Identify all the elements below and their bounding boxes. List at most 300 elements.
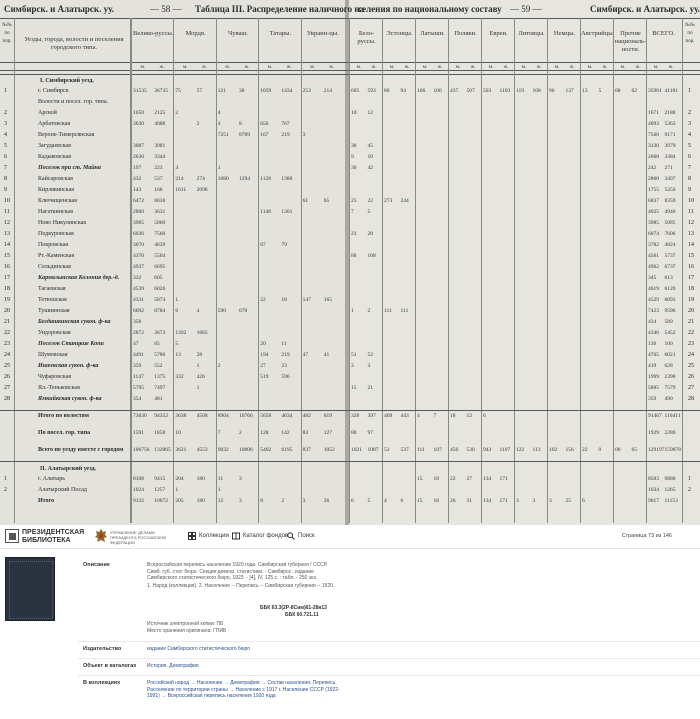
cell-value: 5 bbox=[367, 209, 371, 215]
cell-value: 22 bbox=[260, 297, 266, 303]
cell-value: 100 bbox=[664, 341, 673, 347]
cell-value: 3670 bbox=[133, 242, 144, 248]
column-sex-male: м. bbox=[521, 64, 527, 70]
row-name: Ново Никулинская bbox=[38, 220, 87, 226]
cell-value: 13 bbox=[175, 352, 181, 358]
cell-value: 2098 bbox=[196, 187, 208, 193]
cell-value: 11153 bbox=[664, 498, 678, 504]
cell-value: 61 bbox=[302, 198, 309, 204]
cell-value: 28 bbox=[196, 352, 203, 358]
catalogs-label: Объект в каталогах bbox=[83, 663, 137, 669]
row-number: 4 bbox=[4, 132, 7, 138]
cell-value: 1755 bbox=[648, 187, 659, 193]
cell-value: 2398 bbox=[664, 374, 676, 380]
cell-value: 3981 bbox=[154, 143, 166, 149]
description-subjects: 1. Народ (коллекция). 2. Население -- Перепись -- Симбирская губерния -- 1920. bbox=[147, 582, 335, 589]
cell-value: 214 bbox=[323, 88, 333, 94]
cell-value: 1 bbox=[196, 385, 200, 391]
table-rule bbox=[0, 18, 700, 19]
column-header-group: Татары. bbox=[269, 30, 292, 37]
book-cover-thumbnail[interactable] bbox=[5, 557, 55, 621]
cell-value: 1434 bbox=[281, 88, 293, 94]
column-sex-female: ж. bbox=[470, 64, 476, 70]
column-sex-female: ж. bbox=[536, 64, 542, 70]
cell-value: 4639 bbox=[154, 242, 166, 248]
row-number-right: 8 bbox=[688, 176, 691, 182]
column-header-group: Австрийцы. bbox=[581, 30, 615, 37]
cell-value: 130 bbox=[648, 341, 657, 347]
cell-value: 22 bbox=[450, 476, 456, 482]
column-sex-male: м. bbox=[620, 64, 626, 70]
cell-value: 94352 bbox=[154, 413, 168, 419]
cell-value: 1 bbox=[196, 363, 200, 369]
collections-link[interactable]: Российский народ → Население → Демография → Состав населения. Перепись. Расселение по территории страны → Население с 1917 г. Население СССР (1922-1991) → Всероссийская перепись населения 1920 года bbox=[147, 680, 340, 699]
cell-value: 7606 bbox=[664, 231, 676, 237]
cell-value: 6 bbox=[400, 498, 404, 504]
cell-value: 4962 bbox=[648, 264, 659, 270]
cell-value: 2630 bbox=[133, 154, 144, 160]
cell-value: 65 bbox=[631, 447, 637, 453]
cell-value: 9617 bbox=[648, 498, 659, 504]
cell-value: 4 bbox=[217, 121, 221, 127]
table-rule bbox=[0, 74, 700, 75]
cell-value: 15 bbox=[417, 476, 423, 482]
cell-value: 75 bbox=[175, 88, 181, 94]
cell-value: 15 bbox=[417, 498, 423, 504]
row-number-right: 23 bbox=[688, 341, 694, 347]
cell-value: 5452 bbox=[664, 330, 676, 336]
row-name: Кирлявинская bbox=[38, 187, 75, 193]
cell-value: 3384 bbox=[664, 154, 676, 160]
row-name: Арбатовская bbox=[38, 121, 71, 127]
row-number: 22 bbox=[4, 330, 10, 336]
row-number: 18 bbox=[4, 286, 10, 292]
column-sex-female: ж. bbox=[371, 64, 377, 70]
column-sex-male: м. bbox=[182, 64, 188, 70]
cell-value: 167 bbox=[260, 132, 269, 138]
row-number-right: 22 bbox=[688, 330, 694, 336]
table-rule bbox=[0, 461, 700, 462]
row-number-right: 3 bbox=[688, 121, 691, 127]
cell-value: 4093 bbox=[648, 121, 659, 127]
column-sex-male: м. bbox=[422, 64, 428, 70]
cell-value: 9888 bbox=[664, 476, 676, 482]
cell-value: 9415 bbox=[154, 476, 166, 482]
column-header-group: ВСЕГО. bbox=[652, 30, 675, 37]
cell-value: 3 bbox=[532, 498, 536, 504]
cell-value: 26 bbox=[450, 498, 456, 504]
cell-value: 274 bbox=[196, 176, 205, 182]
row-number-right: 15 bbox=[688, 253, 694, 259]
cell-value: 6472 bbox=[133, 198, 144, 204]
row-number-right: 17 bbox=[688, 275, 694, 281]
table-rule bbox=[0, 62, 700, 63]
cell-value: 97 bbox=[367, 430, 373, 436]
cell-value: 9171 bbox=[664, 132, 676, 138]
cell-value: 605 bbox=[351, 88, 360, 94]
cell-value: 7251 bbox=[217, 132, 229, 138]
cell-value: 214 bbox=[175, 176, 184, 182]
column-divider bbox=[481, 18, 482, 523]
cell-value: 1080 bbox=[217, 176, 229, 182]
right-table-title: селения по национальному составу bbox=[358, 4, 502, 14]
row-number-right: 2 bbox=[688, 487, 691, 493]
cell-value: 456 bbox=[450, 447, 459, 453]
row-number: 13 bbox=[4, 231, 10, 237]
column-sex-female: ж. bbox=[244, 64, 250, 70]
row-number: 2 bbox=[4, 487, 7, 493]
cell-value: 94 bbox=[400, 88, 406, 94]
page-counter: Страница 73 из 146 bbox=[621, 533, 672, 539]
column-divider bbox=[14, 18, 15, 523]
top-bar bbox=[0, 525, 700, 549]
row-number: 28 bbox=[4, 396, 10, 402]
cell-value: 9 bbox=[351, 154, 354, 160]
total-row: Итого bbox=[38, 498, 55, 504]
column-divider bbox=[131, 18, 132, 523]
cell-value: 1301 bbox=[281, 209, 293, 215]
cell-value: 4937 bbox=[133, 264, 144, 270]
cell-value: 6 bbox=[483, 413, 486, 419]
cell-value: 3 bbox=[302, 498, 306, 504]
cell-value: 3965 bbox=[133, 220, 144, 226]
cell-value: 5885 bbox=[648, 385, 659, 391]
row-number-right: 2 bbox=[688, 110, 691, 116]
cell-value: 6695 bbox=[154, 264, 166, 270]
cell-value: 1087 bbox=[367, 447, 379, 453]
cell-value: 1999 bbox=[648, 374, 659, 380]
cell-value: 332 bbox=[133, 275, 142, 281]
library-logo[interactable] bbox=[5, 528, 91, 546]
divider bbox=[78, 658, 700, 659]
cell-value: 42 bbox=[367, 165, 373, 171]
column-header-group: Моpдв. bbox=[185, 30, 206, 37]
cell-value: 21 bbox=[367, 385, 373, 391]
column-sex-male: м. bbox=[587, 64, 593, 70]
cell-value: 83 bbox=[302, 430, 309, 436]
administration-caption: УПРАВЛЕНИЕ ДЕЛАМИ ПРЕЗИДЕНТА РОССИЙСКОЙ ФЕДЕРАЦИИ bbox=[110, 530, 167, 545]
divider bbox=[78, 675, 700, 676]
row-name: Ял.-Теньковская bbox=[38, 385, 80, 391]
cell-value: 3979 bbox=[664, 143, 676, 149]
cell-value: 5504 bbox=[154, 253, 166, 259]
cell-value: 4508 bbox=[196, 413, 208, 419]
cell-value: 1147 bbox=[133, 374, 144, 380]
nav-catalog-label: Каталог фондов bbox=[243, 533, 289, 539]
cell-value: 443 bbox=[400, 413, 409, 419]
cell-value: 8 bbox=[260, 498, 263, 504]
cell-value: 7 bbox=[351, 209, 354, 215]
search-icon bbox=[287, 532, 295, 540]
description-label: Описание bbox=[83, 562, 110, 568]
row-name: Тушнинская bbox=[38, 308, 70, 314]
column-header-number: №№ по пор. bbox=[2, 23, 12, 44]
cell-value: 107 bbox=[433, 447, 442, 453]
cell-value: 80 bbox=[384, 88, 390, 94]
cell-value: 88 bbox=[351, 253, 357, 259]
cell-value: 242 bbox=[648, 165, 657, 171]
cell-value: 12 bbox=[466, 413, 472, 419]
cell-value: 13 bbox=[582, 88, 588, 94]
cell-value: 4 bbox=[196, 308, 200, 314]
cell-value: 1103 bbox=[499, 88, 511, 94]
cell-value: 223 bbox=[154, 165, 163, 171]
cell-value: 10672 bbox=[154, 498, 168, 504]
cell-value: 596 bbox=[281, 374, 290, 380]
cell-value: 4088 bbox=[154, 121, 166, 127]
cell-value: 7560 bbox=[154, 231, 166, 237]
cell-value: 482 bbox=[302, 413, 311, 419]
cell-value: 4619 bbox=[648, 286, 659, 292]
row-number-right: 25 bbox=[688, 363, 694, 369]
cell-value: 593 bbox=[367, 88, 376, 94]
row-name: Подкуровская bbox=[38, 231, 74, 237]
cell-value: 20 bbox=[260, 341, 266, 347]
cell-value: 219 bbox=[281, 352, 290, 358]
cell-value: 552 bbox=[154, 363, 163, 369]
row-number-right: 7 bbox=[688, 165, 691, 171]
cell-value: 106756 bbox=[133, 447, 150, 453]
cell-value: 12 bbox=[367, 110, 373, 116]
cell-value: 180 bbox=[196, 498, 205, 504]
nav-collections[interactable] bbox=[188, 532, 229, 540]
cell-value: 18 bbox=[281, 297, 287, 303]
row-name: Арской bbox=[38, 110, 57, 116]
publisher-link[interactable]: издание Симбирского статистического бюро bbox=[147, 646, 251, 652]
logo-line-1: ПРЕЗИДЕНТСКАЯ bbox=[22, 529, 85, 536]
row-number: 5 bbox=[4, 143, 7, 149]
state-emblem-icon bbox=[94, 528, 108, 545]
nav-catalog[interactable] bbox=[232, 532, 288, 540]
cell-value: 180 bbox=[196, 476, 205, 482]
cell-value: 434 bbox=[648, 319, 657, 325]
cell-value: 6 bbox=[582, 498, 585, 504]
cell-value: 79 bbox=[281, 242, 287, 248]
column-divider bbox=[415, 18, 416, 523]
cell-value: 73630 bbox=[133, 413, 147, 419]
row-number: 2 bbox=[4, 110, 7, 116]
cell-value: 2 bbox=[281, 498, 285, 504]
cell-value: 537 bbox=[400, 447, 409, 453]
cell-value: 30 bbox=[351, 165, 357, 171]
row-number: 1 bbox=[4, 88, 7, 94]
cell-value: 3673 bbox=[154, 330, 166, 336]
column-sex-male: м. bbox=[225, 64, 231, 70]
column-divider bbox=[349, 18, 350, 523]
row-name: Богдашкинская сукон. ф-ка bbox=[38, 319, 111, 325]
library-logo-icon bbox=[5, 529, 19, 543]
cell-value: 111 bbox=[400, 308, 409, 314]
column-header-group: Бело-руссы. bbox=[357, 30, 376, 45]
cell-value: 3087 bbox=[133, 143, 144, 149]
cell-value: 00 bbox=[615, 447, 621, 453]
row-name: Поселок при ст. Майна bbox=[38, 165, 101, 171]
cell-value: 5658 bbox=[260, 413, 272, 419]
cell-value: 10 bbox=[175, 430, 181, 436]
cell-value: 8904 bbox=[217, 413, 229, 419]
cell-value: 127 bbox=[323, 430, 333, 436]
cell-value: 4 bbox=[417, 413, 420, 419]
cell-value: 47 bbox=[302, 352, 309, 358]
cell-value: 88 bbox=[351, 430, 357, 436]
row-name: Ключищенская bbox=[38, 198, 77, 204]
cell-value: 4331 bbox=[133, 297, 144, 303]
cell-value: 3985 bbox=[648, 220, 659, 226]
cell-value: 2 bbox=[239, 430, 242, 436]
cell-value: 8359 bbox=[664, 198, 676, 204]
cell-value: 10766 bbox=[239, 413, 253, 419]
column-sex-male: м. bbox=[356, 64, 362, 70]
cell-value: 7579 bbox=[664, 385, 676, 391]
cell-value: 134 bbox=[483, 476, 492, 482]
cell-value: 481 bbox=[154, 396, 163, 402]
cell-value: 168 bbox=[154, 187, 163, 193]
table-rule bbox=[0, 70, 700, 71]
nav-search[interactable] bbox=[287, 532, 315, 540]
cell-value: 767 bbox=[281, 121, 290, 127]
cell-value: 9032 bbox=[217, 447, 229, 453]
cell-value: 590 bbox=[217, 308, 227, 314]
cell-value: 197 bbox=[133, 165, 142, 171]
row-name: г. Симбирск bbox=[38, 88, 69, 94]
cell-value: 4491 bbox=[133, 352, 144, 358]
row-name: Кармалынская Колония дер.-д. bbox=[38, 275, 120, 281]
cell-value: 1024 bbox=[133, 487, 144, 493]
column-header-group: Литовцы. bbox=[518, 30, 545, 37]
cell-value: 253 bbox=[302, 88, 311, 94]
row-number: 25 bbox=[4, 363, 10, 369]
column-sex-male: м. bbox=[310, 64, 315, 70]
cell-value: 25 bbox=[565, 498, 571, 504]
column-sex-female: ж. bbox=[635, 64, 641, 70]
row-number-right: 12 bbox=[688, 220, 694, 226]
left-page-number: — 58 — bbox=[150, 4, 182, 14]
cell-value: 628 bbox=[664, 363, 673, 369]
cell-value: 432 bbox=[133, 176, 142, 182]
cell-value: 119 bbox=[516, 88, 525, 94]
collections-icon bbox=[188, 532, 196, 540]
cell-value: 613 bbox=[664, 275, 673, 281]
cell-value: 3 bbox=[302, 132, 306, 138]
row-name: Сельдинская bbox=[38, 264, 71, 270]
cell-value: 1611 bbox=[175, 187, 187, 193]
column-header-group: Евреи. bbox=[489, 30, 508, 37]
column-divider bbox=[682, 18, 683, 523]
cell-value: 4553 bbox=[196, 447, 208, 453]
cell-value: 6 bbox=[175, 308, 179, 314]
cell-value: 4539 bbox=[133, 286, 144, 292]
row-number-right: 19 bbox=[688, 297, 694, 303]
cell-value: 116411 bbox=[664, 413, 681, 419]
cell-value: 52 bbox=[367, 352, 373, 358]
cell-value: 5874 bbox=[154, 297, 166, 303]
row-name: Кадыковская bbox=[38, 154, 71, 160]
cell-value: 1380 bbox=[281, 176, 293, 182]
cell-value: 656 bbox=[260, 121, 269, 127]
cell-value: 22 bbox=[367, 198, 373, 204]
cell-value: 8108 bbox=[133, 476, 144, 482]
column-sex-male: м. bbox=[267, 64, 273, 70]
section-heading: II. Алатырский уезд. bbox=[40, 466, 97, 472]
cell-value: 96 bbox=[549, 88, 555, 94]
row-number-right: 1 bbox=[688, 88, 691, 94]
cell-value: 1 bbox=[175, 487, 179, 493]
row-number-right: 26 bbox=[688, 374, 694, 380]
divider bbox=[78, 641, 700, 642]
column-divider bbox=[646, 18, 647, 523]
cell-value: 132865 bbox=[154, 447, 171, 453]
cell-value: 45 bbox=[367, 143, 373, 149]
row-number: 11 bbox=[4, 209, 10, 215]
row-name: Шумовская bbox=[38, 352, 68, 358]
cell-value: 11 bbox=[217, 476, 224, 482]
cell-value: 6093 bbox=[664, 297, 676, 303]
cell-value: 1929 bbox=[648, 430, 659, 436]
column-sex-female: ж. bbox=[404, 64, 410, 70]
column-header-group: Немцы. bbox=[553, 30, 576, 37]
cell-value: 6 bbox=[351, 498, 354, 504]
row-name: Тагаевская bbox=[38, 286, 66, 292]
cell-value: 4 bbox=[217, 110, 221, 116]
cell-value: 31 bbox=[466, 498, 472, 504]
row-name: Поселок Станцкие Копи bbox=[38, 341, 104, 347]
section-heading: I. Симбирский уезд. bbox=[40, 78, 94, 84]
cell-value: 134 bbox=[483, 498, 492, 504]
collections-label: В коллекциях bbox=[83, 680, 121, 686]
cell-value: 5 bbox=[175, 341, 179, 347]
cell-value: 5085 bbox=[664, 220, 676, 226]
cell-value: 142 bbox=[281, 430, 290, 436]
row-number: 23 bbox=[4, 341, 10, 347]
cell-value: 244 bbox=[400, 198, 409, 204]
cell-value: 490 bbox=[664, 396, 673, 402]
cell-value: 3631 bbox=[154, 209, 166, 215]
row-number: 8 bbox=[4, 176, 7, 182]
cell-value: 507 bbox=[466, 88, 475, 94]
column-divider bbox=[301, 18, 302, 523]
cell-value: 65 bbox=[323, 198, 330, 204]
column-divider bbox=[448, 18, 449, 523]
row-name: Загудаевская bbox=[38, 143, 71, 149]
column-divider bbox=[613, 18, 614, 523]
cell-value: 122 bbox=[516, 447, 525, 453]
row-number-right: 10 bbox=[688, 198, 694, 204]
right-page-number: — 59 — bbox=[510, 4, 542, 14]
catalogs-link[interactable]: История. Демография bbox=[147, 663, 199, 669]
cell-value: 100 bbox=[433, 88, 442, 94]
cell-value: 47 bbox=[133, 341, 139, 347]
cell-value: 137 bbox=[565, 88, 574, 94]
row-number: 17 bbox=[4, 275, 10, 281]
cell-value: 5256 bbox=[664, 187, 676, 193]
cell-value: 7 bbox=[217, 430, 221, 436]
cell-value: 41 bbox=[323, 352, 330, 358]
cell-value: 397 bbox=[367, 413, 376, 419]
cell-value: 3130 bbox=[648, 143, 659, 149]
cell-value: 23 bbox=[351, 231, 357, 237]
cell-value: 111 bbox=[417, 447, 425, 453]
cell-value: 4 bbox=[175, 165, 179, 171]
cell-value: 1265 bbox=[664, 487, 676, 493]
cell-value: 38 bbox=[351, 143, 357, 149]
cell-value: 6120 bbox=[664, 286, 676, 292]
row-number: 15 bbox=[4, 253, 10, 259]
cell-value: 7497 bbox=[154, 385, 166, 391]
cell-value: 409 bbox=[384, 413, 393, 419]
cell-value: 837 bbox=[302, 447, 311, 453]
total-row: Итого по волостям bbox=[38, 413, 89, 419]
row-number-right: 21 bbox=[688, 319, 694, 325]
